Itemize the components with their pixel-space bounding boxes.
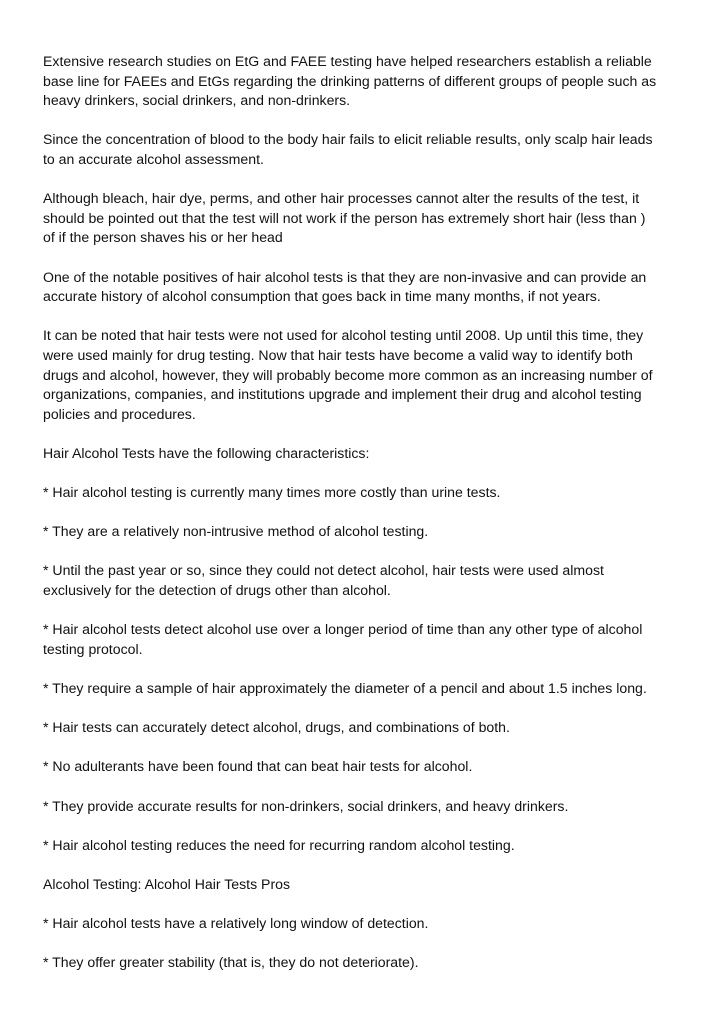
text-line: drugs and alcohol, however, they will probably become more common as an increasing number of	[43, 366, 653, 383]
paragraph	[43, 953, 693, 973]
text-line: * Hair alcohol tests have a relatively long window of detection.	[43, 915, 429, 932]
paragraph	[43, 522, 693, 542]
text-line: It can be noted that hair tests were not used for alcohol testing until 2008. Up until this time, they	[43, 327, 644, 344]
paragraph	[43, 561, 693, 600]
paragraph	[43, 130, 693, 169]
text-line: Extensive research studies on EtG and FAEE testing have helped researchers establish a reliable	[43, 53, 652, 69]
text-line: * No adulterants have been found that can beat hair tests for alcohol.	[43, 758, 473, 775]
text-line: * They are a relatively non-intrusive method of alcohol testing.	[43, 523, 429, 540]
paragraph	[43, 875, 693, 895]
text-line: * Hair alcohol tests detect alcohol use over a longer period of time than any other type of alcohol	[43, 621, 643, 638]
document-body	[43, 52, 693, 993]
text-line: to an accurate alcohol assessment.	[43, 150, 264, 167]
text-line: organizations, companies, and institutions upgrade and implement their drug and alcohol testing	[43, 386, 642, 403]
paragraph	[43, 483, 693, 503]
paragraph	[43, 679, 693, 699]
paragraph	[43, 189, 693, 248]
paragraph	[43, 326, 693, 424]
text-line: * Hair alcohol testing is currently many times more costly than urine tests.	[43, 484, 501, 501]
text-line: testing protocol.	[43, 640, 143, 657]
text-line: policies and procedures.	[43, 405, 196, 422]
paragraph	[43, 797, 693, 817]
text-line: Since the concentration of blood to the body hair fails to elicit reliable results, only scalp hair leads	[43, 131, 653, 148]
text-line: heavy drinkers, social drinkers, and non-drinkers.	[43, 92, 351, 109]
text-line: * Hair alcohol testing reduces the need for recurring random alcohol testing.	[43, 836, 515, 853]
text-line: * They provide accurate results for non-drinkers, social drinkers, and heavy drinkers.	[43, 797, 569, 814]
paragraph	[43, 718, 693, 738]
text-line: Hair Alcohol Tests have the following characteristics:	[43, 444, 370, 461]
paragraph	[43, 757, 693, 777]
text-line: * Hair tests can accurately detect alcohol, drugs, and combinations of both.	[43, 719, 510, 736]
text-line: * They offer greater stability (that is, they do not deteriorate).	[43, 954, 419, 971]
text-line: Although bleach, hair dye, perms, and other hair processes cannot alter the results of the test, it	[43, 190, 640, 207]
text-line: * They require a sample of hair approximately the diameter of a pencil and about 1.5 inches long.	[43, 680, 647, 696]
text-line: of if the person shaves his or her head	[43, 229, 283, 246]
paragraph	[43, 268, 693, 307]
text-line: exclusively for the detection of drugs other than alcohol.	[43, 582, 391, 599]
paragraph	[43, 914, 693, 934]
paragraph	[43, 836, 693, 856]
text-line: base line for FAEEs and EtGs regarding the drinking patterns of different groups of people such as	[43, 72, 657, 89]
text-line: accurate history of alcohol consumption that goes back in time many months, if not years.	[43, 288, 601, 305]
text-line: should be pointed out that the test will not work if the person has extremely short hair (less than )	[43, 209, 646, 226]
text-line: One of the notable positives of hair alcohol tests is that they are non-invasive and can provide an	[43, 268, 647, 285]
text-line: Alcohol Testing: Alcohol Hair Tests Pros	[43, 875, 291, 892]
paragraph	[43, 444, 693, 464]
paragraph	[43, 52, 693, 111]
text-line: were used mainly for drug testing. Now that hair tests have become a valid way to identify both	[43, 346, 633, 363]
text-line: * Until the past year or so, since they could not detect alcohol, hair tests were used almost	[43, 562, 604, 579]
paragraph	[43, 620, 693, 659]
